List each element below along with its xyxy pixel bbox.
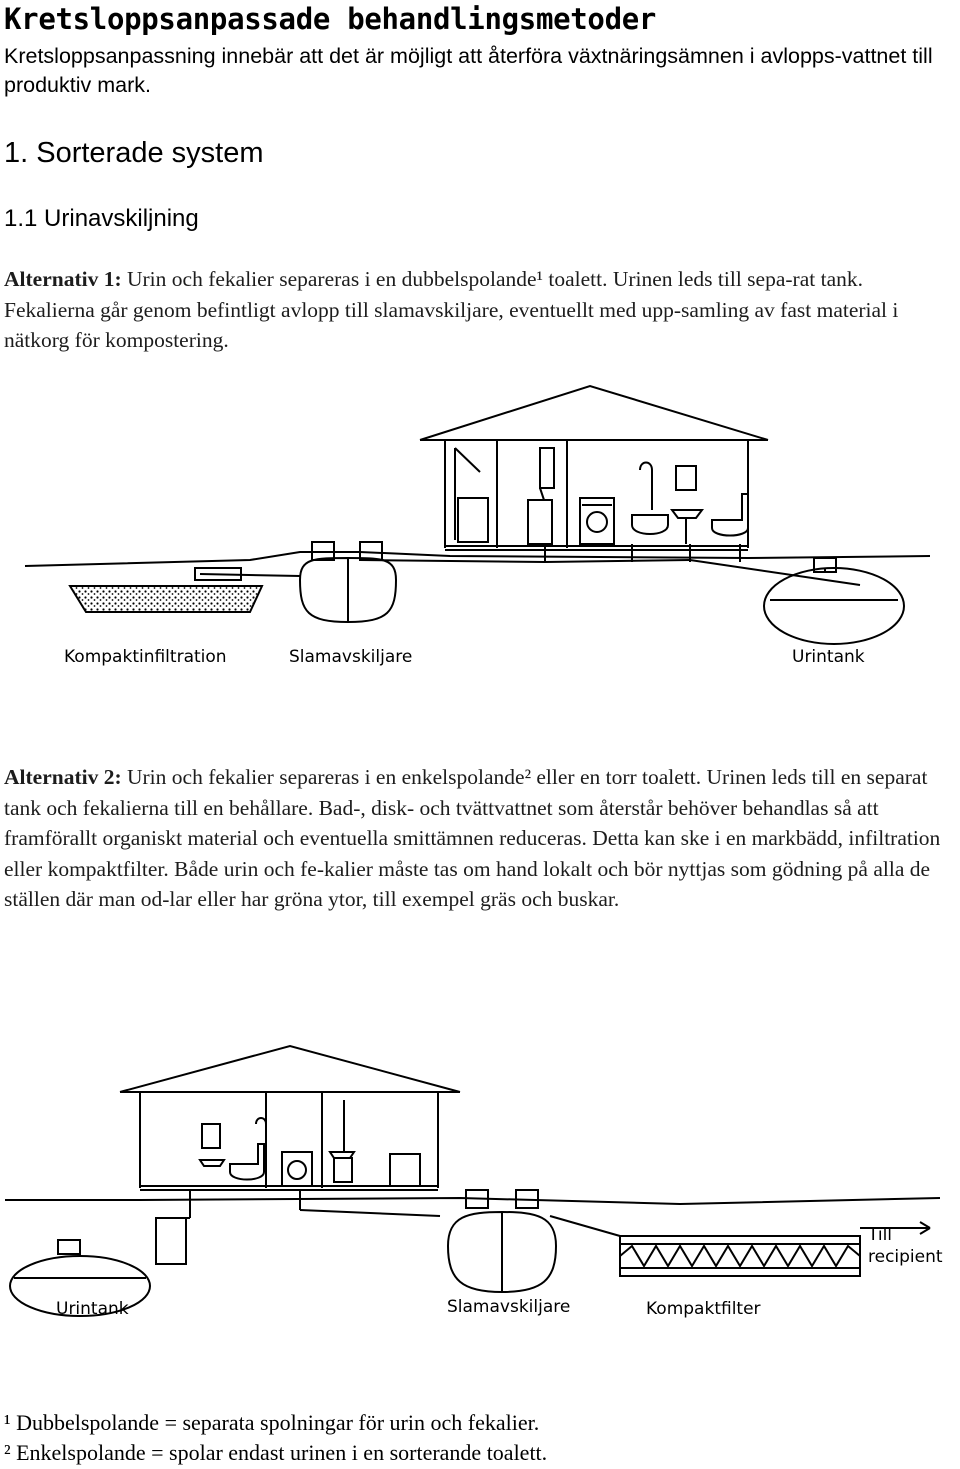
figure-1-diagram xyxy=(0,380,960,680)
alternative-2-label: Alternativ 2: xyxy=(4,765,122,789)
footnote-2: ² Enkelspolande = spolar endast urinen i en sorterande toalett. xyxy=(4,1440,548,1465)
subsection-heading: 1.1 Urinavskiljning xyxy=(4,205,199,232)
section-heading: 1. Sorterade system xyxy=(4,137,264,169)
figure-1-label-slamavskiljare: Slamavskiljare xyxy=(289,647,413,667)
figure-2-diagram xyxy=(0,1040,960,1340)
figure-2-label-slamavskiljare: Slamavskiljare xyxy=(447,1297,571,1317)
figure-1-label-kompaktinfiltration: Kompaktinfiltration xyxy=(64,647,227,667)
figure-2-label-recipient: recipient xyxy=(868,1247,943,1267)
figure-2-label-urintank: Urintank xyxy=(56,1299,129,1319)
footnote-1: ¹ Dubbelspolande = separata spolningar för urin och fekalier. xyxy=(4,1410,540,1435)
alternative-1-text: Urin och fekalier separeras i en dubbelspolande¹ toalett. Urinen leds till sepa-rat tank. Fekalierna går genom befintligt avlopp till slamavskiljare, eventuellt med upp-samling av fast material i nätkorg för kompostering. xyxy=(4,267,899,352)
intro-paragraph: Kretsloppsanpassning innebär att det är möjligt att återföra växtnäringsämnen i avlopps-vattnet till produktiv mark. xyxy=(4,44,933,97)
alternative-1-paragraph xyxy=(4,264,956,356)
figure-1-label-urintank: Urintank xyxy=(792,647,865,667)
alternative-2-paragraph xyxy=(4,762,956,915)
figure-2-label-kompaktfilter: Kompaktfilter xyxy=(646,1299,761,1319)
alternative-2-text: Urin och fekalier separeras i en enkelspolande² eller en torr toalett. Urinen leds till en separat tank och fekalierna till en behållare. Bad-, disk- och tvättvattnet som återstår behöver behandlas så att framförallt organiskt material och eventuella smittämnen reduceras. Detta kan ske i en markbädd, infiltration eller kompaktfilter. Både urin och fe-kalier måste tas om hand lokalt och bör nyttjas som gödning på alla de ställen där man od-lar eller har gröna ytor, till exempel gräs och buskar. xyxy=(4,765,941,911)
alternative-1-label: Alternativ 1: xyxy=(4,267,122,291)
figure-2-label-till: Till xyxy=(868,1225,893,1245)
page-title: Kretsloppsanpassade behandlingsmetoder xyxy=(4,2,657,36)
